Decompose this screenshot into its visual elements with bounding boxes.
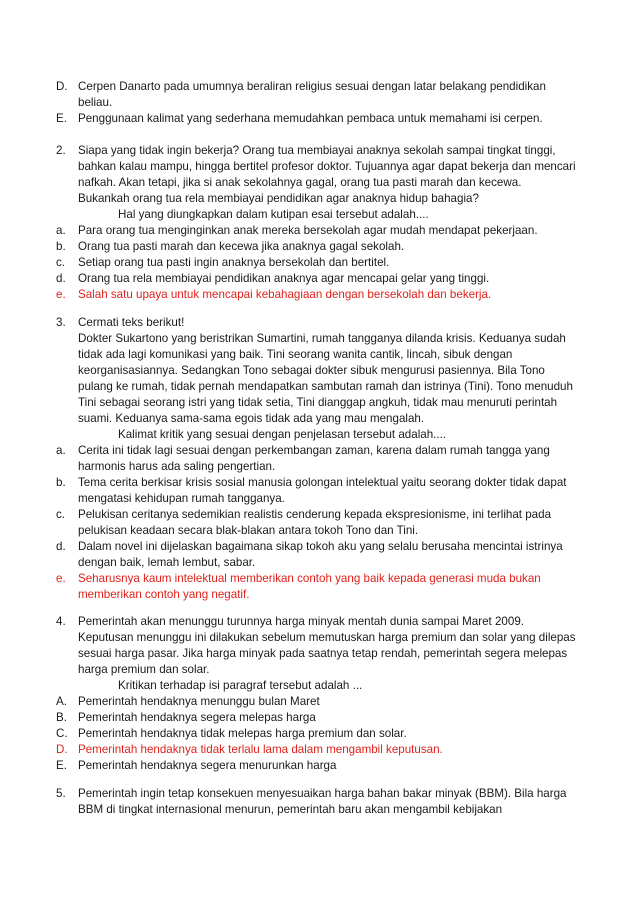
question-5 [56,786,576,818]
option-d-answer [56,742,576,758]
option-d [56,271,576,287]
option-text: Pemerintah hendaknya tidak melepas harga premium dan solar. [78,727,407,740]
option-marker: b. [56,240,66,253]
option-marker: d. [56,272,66,285]
option-d [56,79,576,111]
option-b [56,710,576,726]
option-marker: D. [56,743,68,756]
option-text: Pemerintah hendaknya segera menurunkan harga [78,759,337,772]
option-marker: c. [56,508,66,521]
passage-text: Dokter Sukartono yang beristrikan Sumartini, rumah tangganya dilanda krisis. Keduanya sudah tidak ada lagi komunikasi yang baik. Tini seorang wanita cantik, lincah, sibuk dengan keorganisasiannya. Sedangkan Tono sebagai dokter sibuk mengurusi pasiennya. Bila Tono pulang ke rumah, tidak pernah mendapatkan sambutan ramah dan istrinya (Tini). Tono menuduh Tini sebagai seorang istri yang tidak setia, Tini dianggap angkuh, tidak mau menuruti perintah suami. Keduanya sama-sama egois tidak ada yang mau mengalah. [78,332,573,425]
option-text: Dalam novel ini dijelaskan bagaimana sikap tokoh aku yang selalu berusaha mencintai istrinya dengan baik, lemah lembut, sabar. [78,540,563,569]
option-b [56,239,576,255]
option-e [56,758,576,774]
question-number: 4. [56,615,66,628]
option-marker: e. [56,572,66,585]
option-a [56,694,576,710]
option-marker: D. [56,80,68,93]
question-passage [56,786,576,818]
question-4 [56,614,576,774]
question-stem: Kalimat kritik yang sesuai dengan penjelasan tersebut adalah.... [118,428,447,441]
option-c [56,726,576,742]
passage-text: Pemerintah ingin tetap konsekuen menyesuaikan harga bahan bakar minyak (BBM). Bila harga BBM di tingkat internasional menurun, pemerintah baru akan mengambil kebijakan [78,787,567,816]
option-text: Para orang tua menginginkan anak mereka bersekolah agar mudah mendapat pekerjaan. [78,224,538,237]
question-number: 2. [56,144,66,157]
option-text: Orang tua pasti marah dan kecewa jika anaknya gagal sekolah. [78,240,405,253]
question-2 [56,143,576,303]
option-marker: b. [56,476,66,489]
question-passage [56,143,576,207]
question-stem: Hal yang diungkapkan dalam kutipan esai tersebut adalah.... [118,208,429,221]
option-marker: a. [56,444,66,457]
option-text: Pelukisan ceritanya sedemikian realistis cenderung kepada ekspresionisme, ini terlihat pada pelukisan keadaan secara blak-blakan antara tokoh Tono dan Tini. [78,508,552,537]
option-b [56,475,576,507]
option-e-answer [56,287,576,303]
option-marker: A. [56,695,67,708]
question-3 [56,315,576,603]
intro-text: Cermati teks berikut! [78,316,185,329]
option-marker: d. [56,540,66,553]
question-stem: Kritikan terhadap isi paragraf tersebut adalah ... [118,679,363,692]
option-text: Setiap orang tua pasti ingin anaknya bersekolah dan bertitel. [78,256,390,269]
option-text: Seharusnya kaum intelektual memberikan contoh yang baik kepada generasi muda bukan memberikan contoh yang negatif. [78,572,541,601]
option-text: Penggunaan kalimat yang sederhana memudahkan pembaca untuk memahami isi cerpen. [78,112,543,125]
option-marker: B. [56,711,67,724]
option-marker: e. [56,288,66,301]
option-d [56,539,576,571]
question-number: 5. [56,787,66,800]
option-marker: c. [56,256,66,269]
option-a [56,223,576,239]
question-intro [56,315,576,331]
question-1-tail [56,79,576,127]
question-number: 3. [56,316,66,329]
option-text: Pemerintah hendaknya segera melepas harga [78,711,316,724]
option-a [56,443,576,475]
question-passage [56,614,576,678]
option-text: Pemerintah hendaknya tidak terlalu lama dalam mengambil keputusan. [78,743,443,756]
option-marker: C. [56,727,68,740]
option-marker: E. [56,759,67,772]
option-text: Tema cerita berkisar krisis sosial manusia golongan intelektual yaitu seorang dokter tidak dapat mengatasi kehidupan rumah tangganya. [78,476,567,505]
passage-text: Pemerintah akan menunggu turunnya harga minyak mentah dunia sampai Maret 2009. Keputusan menunggu ini dilakukan sebelum memutuskan harga premium dan solar yang dilepas sesuai harga pasar. Jika harga minyak pada saatnya tetap rendah, pemerintah segera melepas harga premium dan solar. [78,615,576,676]
option-marker: E. [56,112,67,125]
passage-text: Siapa yang tidak ingin bekerja? Orang tua membiayai anaknya sekolah sampai tingkat tinggi, bahkan kalau mampu, hingga bertitel profesor doktor. Tujuannya agar dapat bekerja dan mencari nafkah. Akan tetapi, jika si anak sekolahnya gagal, orang tua pasti marah dan kecewa. Bukankah orang tua rela membiayai pendidikan agar anaknya hidup bahagia? [78,144,576,205]
option-text: Orang tua rela membiayai pendidikan anaknya agar mencapai gelar yang tinggi. [78,272,490,285]
option-c [56,255,576,271]
option-e [56,111,576,127]
option-e-answer [56,571,576,603]
option-text: Cerita ini tidak lagi sesuai dengan perkembangan zaman, karena dalam rumah tangga yang harmonis harus ada saling pengertian. [78,444,550,473]
option-text: Pemerintah hendaknya menunggu bulan Maret [78,695,320,708]
option-text: Cerpen Danarto pada umumnya beraliran religius sesuai dengan latar belakang pendidikan beliau. [78,80,546,109]
option-c [56,507,576,539]
option-marker: a. [56,224,66,237]
option-text: Salah satu upaya untuk mencapai kebahagiaan dengan bersekolah dan bekerja. [78,288,492,301]
